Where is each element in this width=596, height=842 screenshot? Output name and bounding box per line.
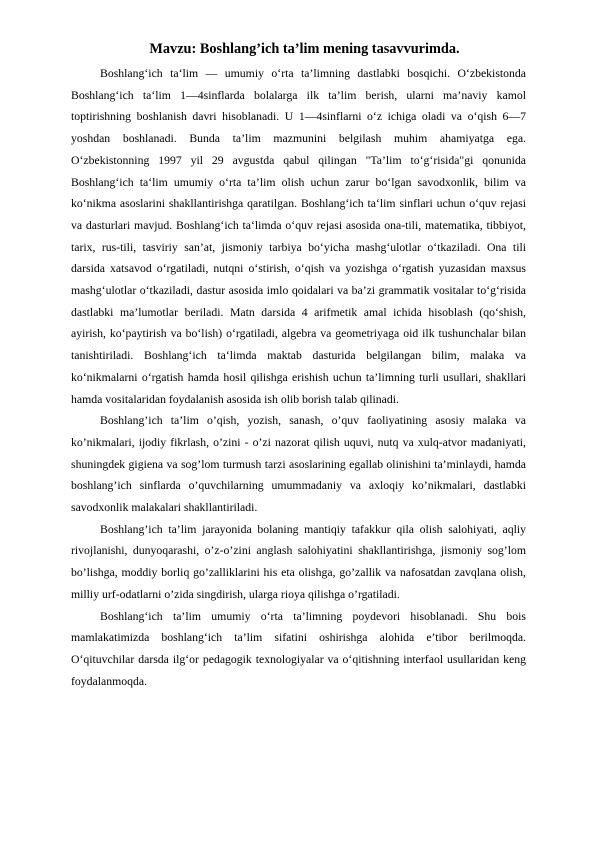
- paragraph-1: Boshlang‘ich ta‘lim — umumiy o‘rta ta’limning dastlabki bosqichi. O‘zbekistonda Boshlang‘ich ta‘lim 1—4sinflarda bolalarga ilk ta’lim berish, ularni ma’naviy kamol toptirishning boshlanish davri hisoblanadi. U 1—4sinflarni o‘z ichiga oladi va o‘qish 6—7 yoshdan boshlanadi. Bunda ta’lim mazmunini belgilash muhim ahamiyatga ega. O‘zbekistonning 1997 yil 29 avgustda qabul qilingan "Ta’lim to‘g‘risida"gi qonunida Boshlang‘ich ta‘lim umumiy o‘rta ta’lim olish uchun zarur bo‘lgan savodxonlik, bilim va ko‘nikma asoslarini shakllantirishga qaratilgan. Boshlang‘ich ta‘lim sinflari uchun o‘quv rejasi va dasturlari mavjud. Boshlang‘ich ta‘limda o‘quv rejasi asosida ona-tili, matematika, tibbiyot, tarix, rus-tili, tasviriy san’at, jismoniy tarbiya bo‘yicha mashg‘ulotlar o‘tkaziladi. Ona tili darsida xatsavod o‘rgatiladi, nutqni o‘stirish, o‘qish va yozishga o‘rgatish yuzasidan maxsus mashg‘ulotlar o‘tkaziladi, dastur asosida imlo qoidalari va ba’zi grammatik vositalar to‘g‘risida dastlabki ma’lumotlar beriladi. Matn darsida 4 arifmetik amal ichida hisoblash (qo‘shish, ayirish, ko‘paytirish va bo‘lish) o‘rgatiladi, algebra va geometriyaga oid ilk tushunchalar bilan tanishtiriladi. Boshlang‘ich ta‘limda maktab dasturida belgilangan bilim, malaka va ko‘nikmalarni o‘rgatish hamda hosil qilishga erishish uchun ta’limning turli usullari, shakllari hamda vositalaridan foydalanish asosida ish olib borish talab qilinadi.: [71, 67, 526, 406]
- paragraph-2: Boshlang’ich ta’lim o’qish, yozish, sanash, o’quv faoliyatining asosiy malaka va ko’nikmalari, ijodiy fikrlash, o’zini - o’zi nazorat qilish uquvi, nutq va xulq-atvor madaniyati, shuningdek gigiena va sog’lom turmush tarzi asoslarining egallab olinishini ta’minlaydi, hamda boshlang’ich sinflarda o’quvchilarning umummadaniy va axloqiy ko’nikmalari, dastlabki savodxonlik malakalari shakllantiriladi.: [71, 414, 526, 515]
- paragraph-4: Boshlang‘ich ta’lim umumiy o‘rta ta’limning poydevori hisoblanadi. Shu bois mamlakatimizda boshlang‘ich ta’lim sifatini oshirishga alohida e’tibor berilmoqda. O‘qituvchilar darsda ilg‘or pedagogik texnologiyalar va o‘qitishning interfaol usullaridan keng foydalanmoqda.: [71, 609, 526, 688]
- document-body: [71, 40, 526, 692]
- paragraph-3: Boshlang’ich ta’lim jarayonida bolaning mantiqiy tafakkur qila olish salohiyati, aqliy rivojlanishi, dunyoqarashi, o’z-o’zini anglash salohiyatini shakllantirishga, jismoniy sog’lom bo’lishga, moddiy borliq go’zalliklarini his eta olishga, go’zallik va nafosatdan zavqlana olish, milliy urf-odatlarni o’zida singdirish, ularga rioya qilishga o’rgatiladi.: [71, 522, 526, 601]
- document-title: Mavzu: Boshlang’ich ta’lim mening tasavvurimda.: [149, 41, 460, 57]
